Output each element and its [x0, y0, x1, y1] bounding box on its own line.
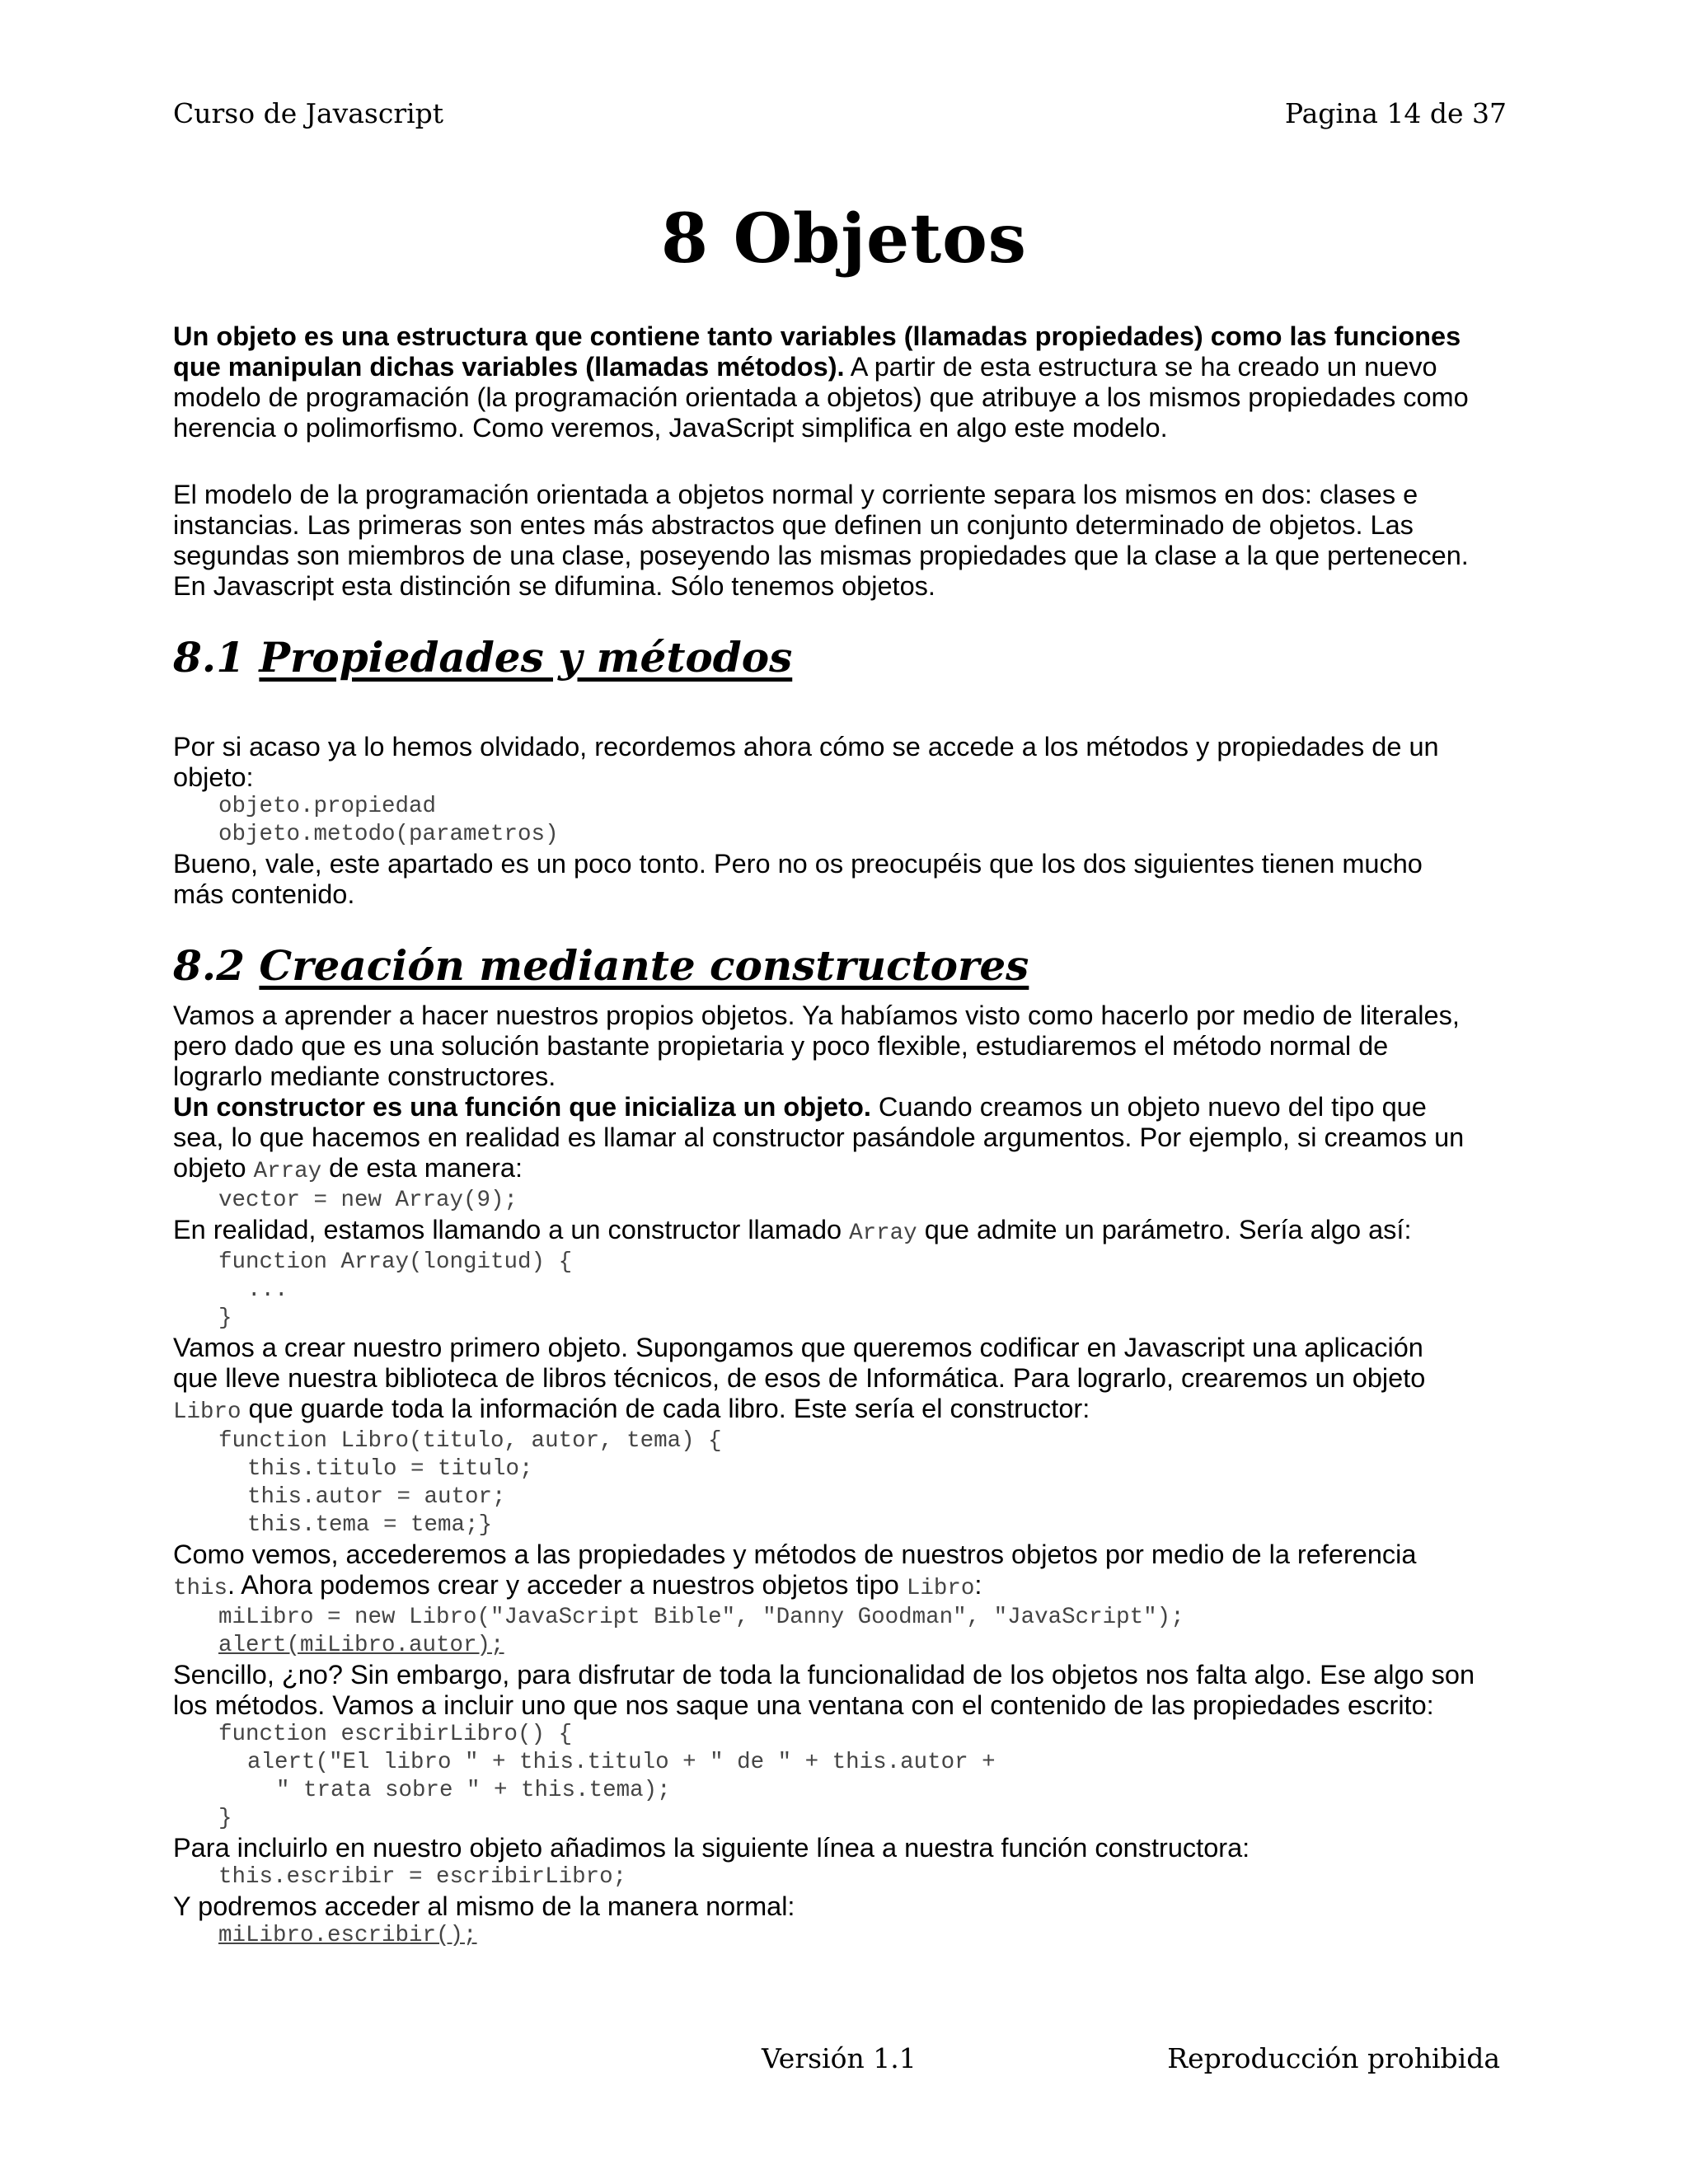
body-text: Vamos a crear nuestro primero objeto. Supongamos que queremos codificar en Javascript una aplicación: [173, 1333, 1423, 1362]
code-line: function Array(longitud) {: [218, 1249, 573, 1275]
code-line: }: [218, 1806, 232, 1831]
section-title: Propiedades y métodos: [259, 633, 793, 682]
inline-code: Libro: [173, 1399, 241, 1425]
code-line: vector = new Array(9);: [218, 1188, 518, 1213]
body-text: pero dado que es una solución bastante propietaria y poco flexible, estudiaremos el método normal de: [173, 1031, 1389, 1061]
body-text: lograrlo mediante constructores.: [173, 1062, 556, 1091]
footer-notice: Reproducción prohibida: [1167, 2042, 1500, 2074]
code-line: alert(miLibro.autor);: [218, 1633, 504, 1658]
code-line: function escribirLibro() {: [218, 1722, 573, 1747]
body-text: Por si acaso ya lo hemos olvidado, recordemos ahora cómo se accede a los métodos y propiedades de un: [173, 732, 1439, 762]
body-text: Cuando creamos un objeto nuevo del tipo que: [870, 1092, 1427, 1122]
body-text: que admite un parámetro. Sería algo así:: [917, 1215, 1412, 1244]
body-text: más contenido.: [173, 879, 355, 909]
intro-bold-text: Un objeto es una estructura que contiene tanto variables (llamadas propiedades) como las funciones: [173, 321, 1461, 351]
intro-text: En Javascript esta distinción se difumina. Sólo tenemos objetos.: [173, 571, 935, 601]
body-text: :: [974, 1570, 982, 1600]
code-line: }: [218, 1305, 232, 1331]
section-title: Creación mediante constructores: [259, 941, 1029, 990]
section-heading-8-1: [173, 633, 1533, 682]
section-8-2-body: [173, 1001, 1533, 1950]
intro-paragraph-1: [173, 321, 1533, 443]
code-line: ...: [247, 1277, 288, 1303]
body-text: . Ahora podemos crear y acceder a nuestros objetos tipo: [227, 1570, 907, 1600]
body-text: Como vemos, accederemos a las propiedades y métodos de nuestros objetos por medio de la referencia: [173, 1540, 1417, 1569]
section-number: 8.1: [173, 633, 260, 682]
code-line: miLibro = new Libro("JavaScript Bible", "Danny Goodman", "JavaScript");: [218, 1605, 1184, 1630]
code-line: objeto.propiedad: [218, 794, 437, 819]
body-text: sea, lo que hacemos en realidad es llamar al constructor pasándole argumentos. Por ejemplo, si creamos un: [173, 1122, 1465, 1152]
section-8-1-body: [173, 732, 1533, 910]
code-line: this.autor = autor;: [247, 1484, 506, 1510]
inline-code: Array: [253, 1159, 322, 1184]
code-line: " trata sobre " + this.tema);: [276, 1778, 671, 1803]
code-line: this.escribir = escribirLibro;: [218, 1864, 627, 1890]
body-text: los métodos. Vamos a incluir uno que nos saque una ventana con el contenido de las propiedades escrito:: [173, 1690, 1434, 1720]
code-line: this.titulo = titulo;: [247, 1456, 533, 1482]
intro-text: modelo de programación (la programación orientada a objetos) que atribuye a los mismos propiedades como: [173, 382, 1469, 412]
intro-text: segundas son miembros de una clase, poseyendo las mismas propiedades que la clase a la que pertenecen.: [173, 541, 1469, 570]
code-line: objeto.metodo(parametros): [218, 822, 559, 847]
bold-definition: Un constructor es una función que inicializa un objeto.: [173, 1092, 871, 1122]
code-line: miLibro.escribir();: [218, 1923, 477, 1948]
code-line: this.tema = tema;}: [247, 1512, 493, 1538]
footer-version: Versión 1.1: [762, 2042, 917, 2074]
inline-code: Libro: [906, 1576, 975, 1601]
body-text: En realidad, estamos llamando a un constructor llamado: [173, 1215, 850, 1244]
inline-code: this: [173, 1576, 228, 1601]
header-page-number: Pagina 14 de 37: [1284, 97, 1507, 129]
body-text: de esta manera:: [321, 1153, 523, 1183]
header-course-title: Curso de Javascript: [173, 97, 444, 129]
intro-text: herencia o polimorfismo. Como veremos, JavaScript simplifica en algo este modelo.: [173, 413, 1168, 443]
section-heading-8-2: [173, 941, 1533, 991]
body-text: que lleve nuestra biblioteca de libros técnicos, de esos de Informática. Para lograrlo, crearemos un objeto: [173, 1363, 1426, 1393]
body-text: Y podremos acceder al mismo de la manera normal:: [173, 1891, 795, 1921]
body-text: Para incluirlo en nuestro objeto añadimos la siguiente línea a nuestra función constructora:: [173, 1833, 1250, 1863]
intro-text: A partir de esta estructura se ha creado un nuevo: [844, 352, 1437, 382]
body-text: Vamos a aprender a hacer nuestros propios objetos. Ya habíamos visto como hacerlo por medio de literales,: [173, 1001, 1460, 1030]
body-text: que guarde toda la información de cada libro. Este sería el constructor:: [241, 1394, 1090, 1423]
code-line: alert("El libro " + this.titulo + " de " + this.autor +: [247, 1750, 996, 1775]
chapter-title: 8 Objetos: [661, 199, 1027, 279]
intro-bold-text: que manipulan dichas variables (llamadas métodos).: [173, 352, 845, 382]
body-text: objeto: [173, 1153, 254, 1183]
intro-paragraph-2: [173, 480, 1533, 602]
body-text: Bueno, vale, este apartado es un poco tonto. Pero no os preocupéis que los dos siguientes tienen mucho: [173, 849, 1423, 879]
section-number: 8.2: [173, 941, 260, 990]
main-content: [173, 321, 1533, 1950]
intro-text: instancias. Las primeras son entes más abstractos que definen un conjunto determinado de objetos. Las: [173, 510, 1414, 540]
intro-text: El modelo de la programación orientada a objetos normal y corriente separa los mismos en dos: clases e: [173, 480, 1418, 509]
inline-code: Array: [849, 1221, 917, 1246]
code-line: function Libro(titulo, autor, tema) {: [218, 1428, 722, 1454]
body-text: Sencillo, ¿no? Sin embargo, para disfrutar de toda la funcionalidad de los objetos nos falta algo. Ese algo son: [173, 1660, 1475, 1690]
body-text: objeto:: [173, 762, 254, 792]
